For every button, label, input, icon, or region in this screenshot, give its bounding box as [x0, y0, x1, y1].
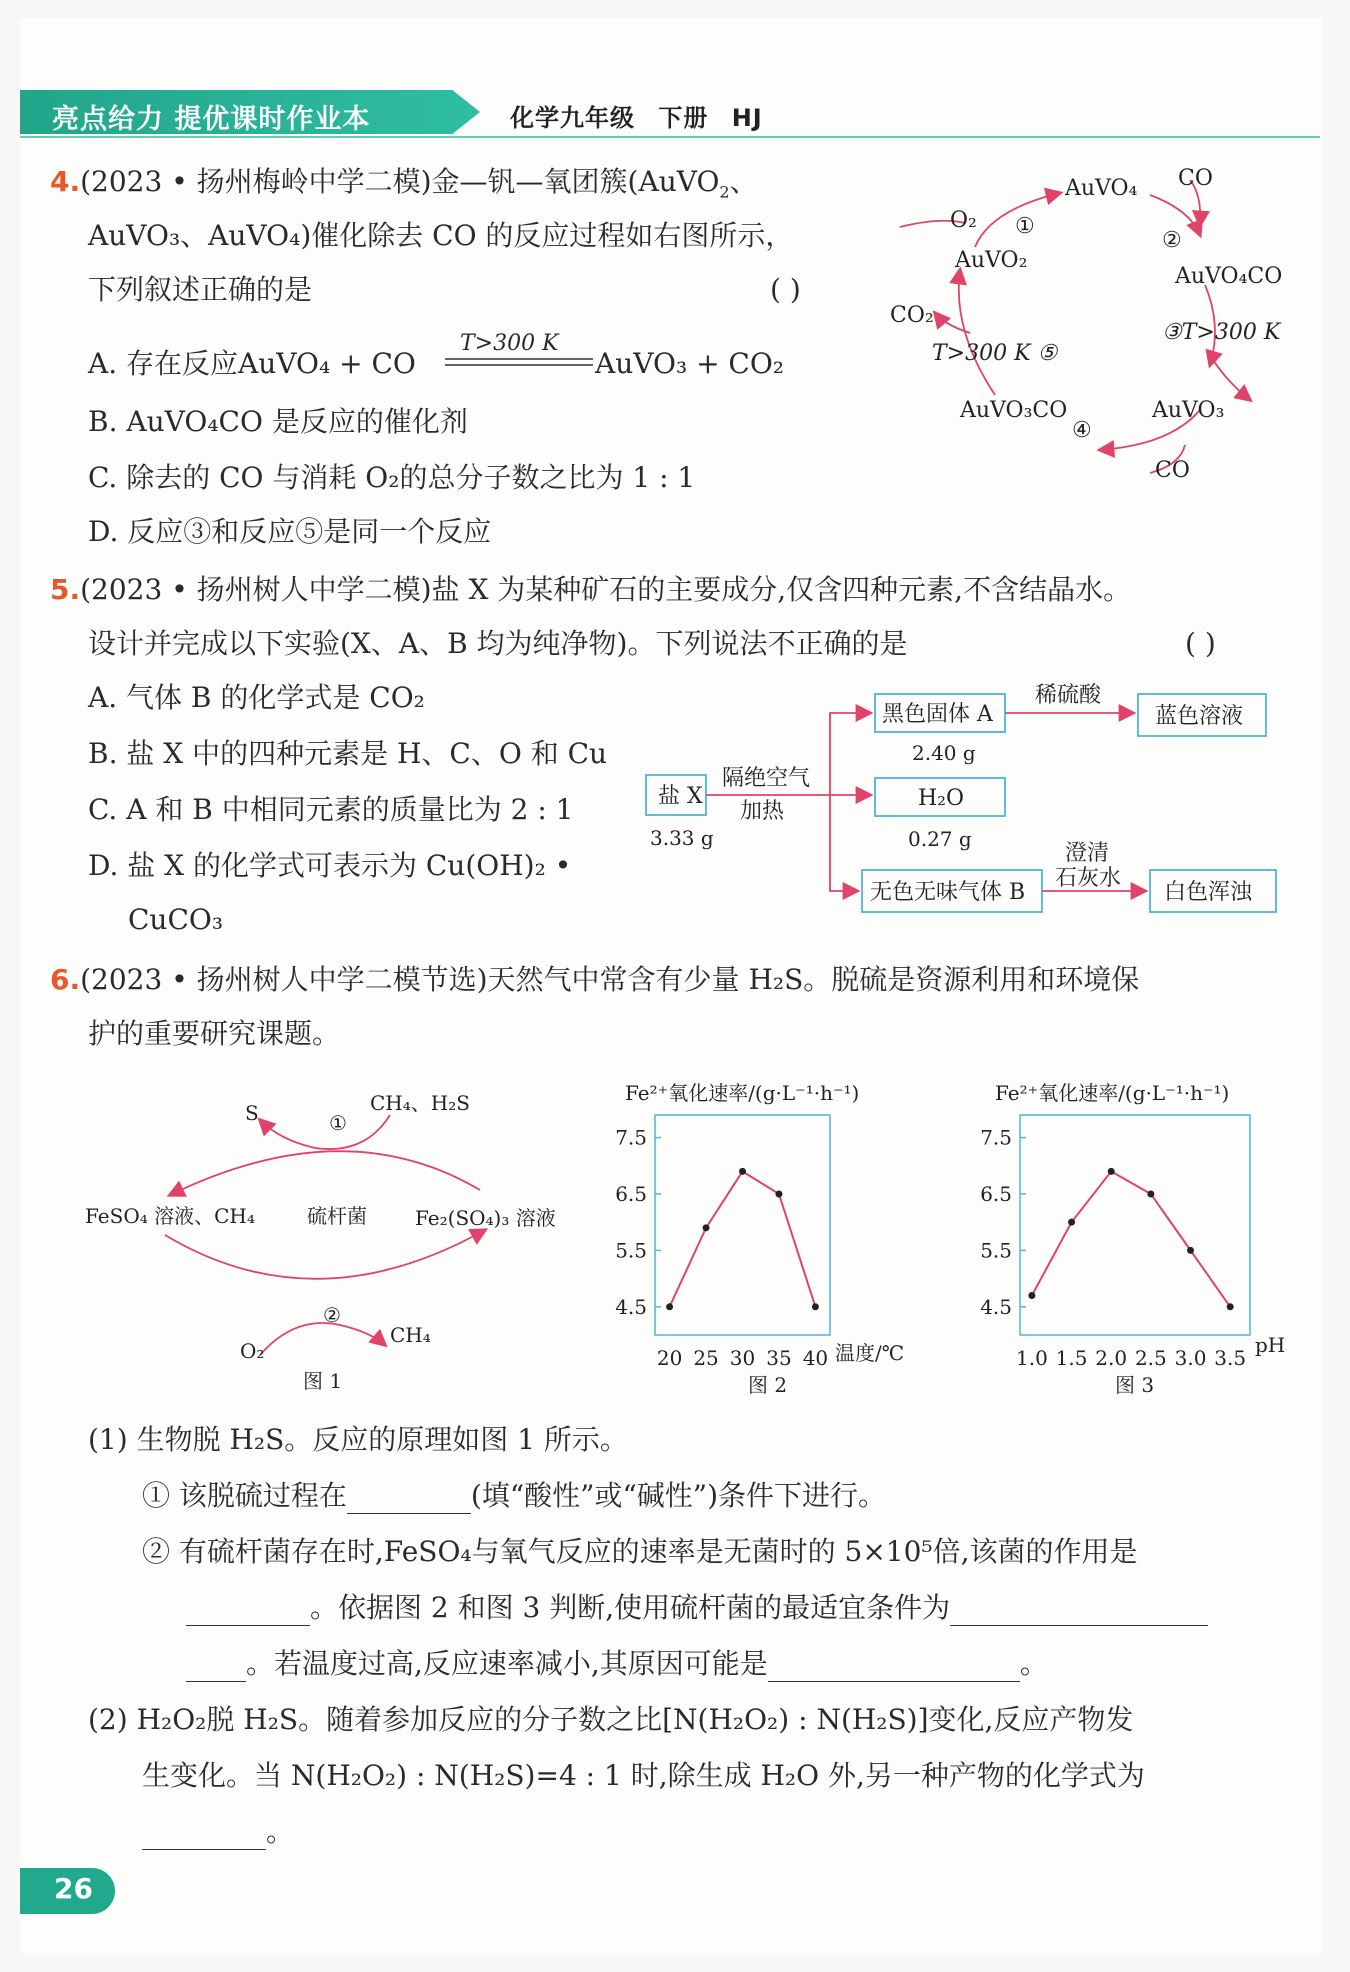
header-banner-title: 亮点给力 提优课时作业本: [52, 104, 371, 135]
arrow-to-gas-b: [830, 795, 857, 891]
q5-line1-text: (2023 • 扬州树人中学二模)盐 X 为某种矿石的主要成分,仅含四种元素,不含结晶水。: [80, 573, 1132, 606]
flow-white-turbid: 白色浑浊: [1164, 880, 1253, 905]
q6-part1c: [186, 1590, 1208, 1626]
fig3-data-point: [1227, 1303, 1234, 1310]
fig3-series-line: [1032, 1171, 1230, 1306]
fig1-ch4-h2s: CH₄、H₂S: [370, 1091, 470, 1115]
fig2-x-tick-label: 25: [693, 1346, 719, 1370]
cycle-auvo3co: AuVO₃CO: [960, 398, 1068, 423]
fig3-x-axis-label: pH: [1255, 1333, 1286, 1357]
flow-condition-2: 加热: [740, 799, 785, 824]
q6-part2-answer: [142, 1814, 294, 1850]
fig2-plot-frame: [655, 1115, 830, 1335]
flow-salt-mass: 3.33 g: [650, 826, 714, 850]
fig2-data-point: [666, 1303, 673, 1310]
fig2-x-tick-label: 40: [802, 1346, 829, 1370]
fig2-x-axis-label: 温度/℃: [835, 1341, 905, 1365]
q6-part1a-pre: ① 该脱硫过程在: [142, 1479, 347, 1512]
fig3-plot-frame: [1020, 1115, 1250, 1335]
cycle-co-bottom: CO: [1155, 458, 1190, 483]
fig1-lower-arc: [165, 1230, 485, 1279]
flow-solid-a: 黑色固体 A: [882, 702, 993, 727]
fig3-x-tick-label: 2.5: [1134, 1346, 1167, 1370]
fig3-y-tick-label: 4.5: [980, 1294, 1012, 1319]
q6-figure3-chart: [970, 1070, 1300, 1400]
cycle-step4: ④: [1072, 418, 1092, 443]
q4-line1-sub: 2: [719, 182, 730, 202]
fig2-x-tick-label: 35: [766, 1346, 792, 1370]
flow-water: H₂O: [918, 786, 965, 811]
answer-blank-2[interactable]: [186, 1595, 310, 1626]
fig2-title: Fe²⁺氧化速率/(g·L⁻¹·h⁻¹): [625, 1081, 860, 1105]
fig3-data-point: [1068, 1219, 1075, 1226]
fig1-upper-branch: [260, 1115, 390, 1149]
fig2-y-tick-label: 5.5: [615, 1238, 647, 1263]
flow-gas-b: 无色无味气体 B: [870, 880, 1026, 905]
q6-part2-line1: (2) H₂O₂脱 H₂S。随着参加反应的分子数之比[N(H₂O₂) : N(H₂S)]变化,反应产物发: [88, 1703, 1134, 1736]
q4-option-c: C. 除去的 CO 与消耗 O₂的总分子数之比为 1 : 1: [88, 461, 696, 494]
q5-option-c: C. A 和 B 中相同元素的质量比为 2 : 1: [88, 793, 574, 826]
fig1-o2: O₂: [240, 1339, 265, 1363]
q6-part1d: [186, 1646, 1048, 1682]
flow-solid-a-mass: 2.40 g: [912, 741, 976, 765]
q4-option-a-pre: A. 存在反应AuVO₄ + CO: [88, 347, 416, 380]
fig1-lower-branch: [260, 1323, 385, 1355]
flow-condition-1: 隔绝空气: [722, 766, 811, 791]
fig1-s: S: [245, 1101, 259, 1125]
flow-blue-solution: 蓝色溶液: [1155, 704, 1244, 729]
q6-part1d-text: 。若温度过高,反应速率减小,其原因可能是: [246, 1647, 768, 1680]
fig1-upper-arc: [170, 1151, 480, 1195]
fig1-right-label: Fe₂(SO₄)₃ 溶液: [415, 1206, 556, 1230]
fig3-y-tick-label: 6.5: [980, 1181, 1012, 1206]
cycle-co2: CO₂: [890, 303, 934, 328]
fig2-y-tick-label: 6.5: [615, 1181, 647, 1206]
q6-part2-line2: 生变化。当 N(H₂O₂) : N(H₂S)=4 : 1 时,除生成 H₂O 外,另一种产物的化学式为: [142, 1759, 1145, 1792]
flow-water-mass: 0.27 g: [908, 827, 972, 851]
arrow-to-solid-a: [830, 713, 870, 795]
fig2-y-tick-label: 4.5: [615, 1294, 647, 1319]
answer-blank-4[interactable]: [768, 1651, 1020, 1682]
fig3-caption: 图 3: [1115, 1373, 1155, 1397]
q5-line1: [50, 572, 1131, 608]
flow-limewater-2: 石灰水: [1055, 866, 1122, 891]
q6-part1b: ② 有硫杆菌存在时,FeSO₄与氧气反应的速率是无菌时的 5×10⁵倍,该菌的作用是: [142, 1535, 1138, 1568]
q4-line1: [50, 164, 758, 200]
q5-option-a: A. 气体 B 的化学式是 CO₂: [88, 681, 425, 714]
cycle-auvo2: AuVO₂: [955, 248, 1028, 273]
q4-line1-end: 、: [729, 165, 758, 198]
q6-part1: (1) 生物脱 H₂S。反应的原理如图 1 所示。: [88, 1423, 628, 1456]
flow-limewater-1: 澄清: [1065, 841, 1110, 866]
fig2-data-point: [703, 1224, 710, 1231]
cycle-co-top: CO: [1178, 166, 1213, 191]
fig1-center-label: 硫杆菌: [307, 1204, 367, 1228]
fig3-data-point: [1028, 1292, 1035, 1299]
fig2-series-line: [670, 1171, 816, 1306]
q4-option-a-condition: T>300 K: [460, 331, 559, 356]
fig2-data-point: [812, 1303, 819, 1310]
fig1-caption: 图 1: [303, 1369, 343, 1393]
flow-dilute-acid: 稀硫酸: [1035, 683, 1102, 708]
fig3-x-tick-label: 3.5: [1214, 1346, 1247, 1370]
fig3-data-point: [1108, 1168, 1115, 1175]
answer-blank-3-cont[interactable]: [186, 1651, 246, 1682]
q5-number: 5.: [50, 573, 81, 606]
q5-option-d-cont: CuCO₃: [128, 903, 224, 936]
q4-line2: AuVO₃、AuVO₄)催化除去 CO 的反应过程如右图所示，: [88, 219, 794, 252]
q6-part1a: [142, 1478, 886, 1514]
q4-number: 4.: [50, 165, 81, 198]
fig2-caption: 图 2: [748, 1373, 788, 1397]
q4-option-d: D. 反应③和反应⑤是同一个反应: [88, 515, 492, 548]
q6-figure2-chart: [600, 1070, 930, 1400]
fig1-step1: ①: [329, 1111, 347, 1135]
q4-answer-paren: ( ): [770, 273, 801, 306]
fig1-ch4: CH₄: [390, 1323, 431, 1347]
fig2-x-tick-label: 20: [656, 1346, 683, 1370]
cycle-auvo3: AuVO₃: [1152, 398, 1225, 423]
fig3-x-tick-label: 1.0: [1015, 1346, 1048, 1370]
q4-option-a-post: AuVO₃ + CO₂: [595, 347, 785, 380]
fig3-data-point: [1147, 1190, 1154, 1197]
q6-part1a-post: (填“酸性”或“碱性”)条件下进行。: [470, 1479, 887, 1512]
cycle-step2: ②: [1162, 228, 1182, 253]
fig1-left-label: FeSO₄ 溶液、CH₄: [85, 1204, 255, 1228]
q6-part1d-end: 。: [1019, 1647, 1048, 1680]
q5-option-d: D. 盐 X 的化学式可表示为 Cu(OH)₂ •: [88, 849, 572, 882]
q6-figure1: [85, 1070, 565, 1393]
fig3-title: Fe²⁺氧化速率/(g·L⁻¹·h⁻¹): [995, 1081, 1230, 1105]
answer-blank-3[interactable]: [950, 1595, 1208, 1626]
fig3-x-tick-label: 3.0: [1174, 1346, 1207, 1370]
q6-line2: 护的重要研究课题。: [88, 1017, 341, 1050]
answer-blank-5[interactable]: [142, 1819, 266, 1850]
q4-line1-text: (2023 • 扬州梅岭中学二模)金—钒—氧团簇(AuVO: [80, 165, 720, 198]
header-subject: 化学九年级 下册 HJ: [510, 104, 763, 132]
q6-part2-end: 。: [266, 1815, 295, 1848]
q5-option-b: B. 盐 X 中的四种元素是 H、C、O 和 Cu: [88, 737, 608, 770]
page-number: 26: [54, 1872, 93, 1905]
cycle-step1: ①: [1015, 214, 1035, 239]
answer-blank-1[interactable]: [347, 1483, 471, 1514]
q6-part1c-text: 。依据图 2 和图 3 判断,使用硫杆菌的最适宜条件为: [310, 1591, 951, 1624]
cycle-auvo4co: AuVO₄CO: [1175, 264, 1283, 289]
cycle-arrow-5: [959, 270, 995, 395]
q4-line3: 下列叙述正确的是: [88, 273, 313, 306]
fig2-data-point: [739, 1168, 746, 1175]
header-divider: [20, 136, 1320, 138]
cycle-step3-condition: ③T>300 K: [1162, 320, 1281, 345]
fig3-x-tick-label: 1.5: [1055, 1346, 1088, 1370]
q5-flow-diagram: [640, 680, 1290, 930]
q4-option-b: B. AuVO₄CO 是反应的催化剂: [88, 405, 468, 438]
fig1-step2: ②: [323, 1303, 341, 1327]
auvo3-out-arrow: [1210, 355, 1250, 400]
q6-line1: [50, 962, 1139, 998]
q5-answer-paren: ( ): [1185, 627, 1216, 660]
fig3-y-tick-label: 5.5: [980, 1238, 1012, 1263]
fig2-x-tick-label: 30: [729, 1346, 756, 1370]
fig2-data-point: [775, 1190, 782, 1197]
cycle-o2: O₂: [950, 208, 977, 233]
fig3-data-point: [1187, 1247, 1194, 1254]
q5-line2: 设计并完成以下实验(X、A、B 均为纯净物)。下列说法不正确的是: [88, 627, 908, 660]
flow-salt-x: 盐 X: [658, 784, 703, 809]
q4-cycle-diagram: [880, 155, 1300, 505]
fig3-x-tick-label: 2.0: [1095, 1346, 1128, 1370]
cycle-auvo4: AuVO₄: [1065, 176, 1138, 201]
q4-equals-sign: [445, 356, 595, 368]
fig3-y-tick-label: 7.5: [980, 1125, 1012, 1150]
fig2-y-tick-label: 7.5: [615, 1125, 647, 1150]
cycle-step5-condition: T>300 K ⑤: [932, 341, 1058, 366]
q6-line1-text: (2023 • 扬州树人中学二模节选)天然气中常含有少量 H₂S。脱硫是资源利用和环境保: [80, 963, 1140, 996]
q6-number: 6.: [50, 963, 81, 996]
